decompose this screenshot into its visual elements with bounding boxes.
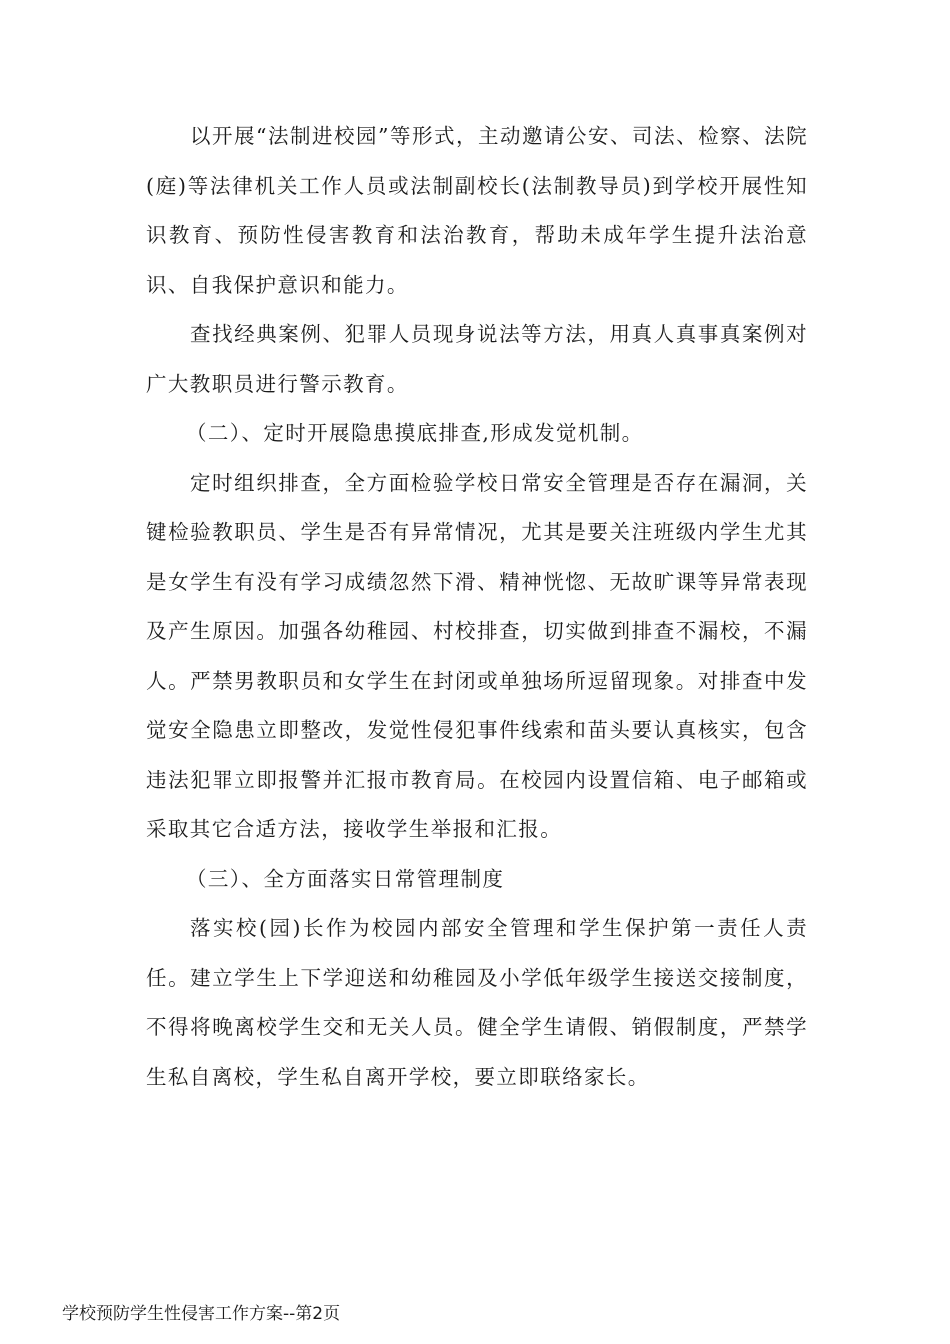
paragraph-daily-management: 落实校(园)长作为校园内部安全管理和学生保护第一责任人责任。建立学生上下学迎送和幼稚园及小学低年级学生接送交接制度，不得将晚离校学生交和无关人员。健全学生请假、销假制度，严禁学生私自离校，学生私自离开学校，要立即联络家长。 [146,916,808,1089]
section-heading-three: （三）、全方面落实日常管理制度 [186,866,505,891]
page-footer: 学校预防学生性侵害工作方案--第2页 [62,1304,341,1324]
paragraph-case-warning: 查找经典案例、犯罪人员现身说法等方法，用真人真事真案例对广大教职员进行警示教育。 [146,322,808,396]
section-heading-two: （二）、定时开展隐患摸底排查,形成发觉机制。 [186,421,644,445]
paragraph-legal-education: 以开展“法制进校园”等形式，主动邀请公安、司法、检察、法院(庭)等法律机关工作人员或法制副校长(法制教导员)到学校开展性知识教育、预防性侵害教育和法治教育，帮助未成年学生提升法治意识、自我保护意识和能力。 [146,124,808,297]
paragraph-hazard-inspection: 定时组织排查，全方面检验学校日常安全管理是否存在漏洞，关键检验教职员、学生是否有异常情况，尤其是要关注班级内学生尤其是女学生有没有学习成绩忽然下滑、精神恍惚、无故旷课等异常表现及产生原因。加强各幼稚园、村校排查，切实做到排查不漏校，不漏人。严禁男教职员和女学生在封闭或单独场所逗留现象。对排查中发觉安全隐患立即整改，发觉性侵犯事件线索和苗头要认真核实，包含违法犯罪立即报警并汇报市教育局。在校园内设置信箱、电子邮箱或采取其它合适方法，接收学生举报和汇报。 [146,470,808,841]
document-body [146,112,808,1102]
